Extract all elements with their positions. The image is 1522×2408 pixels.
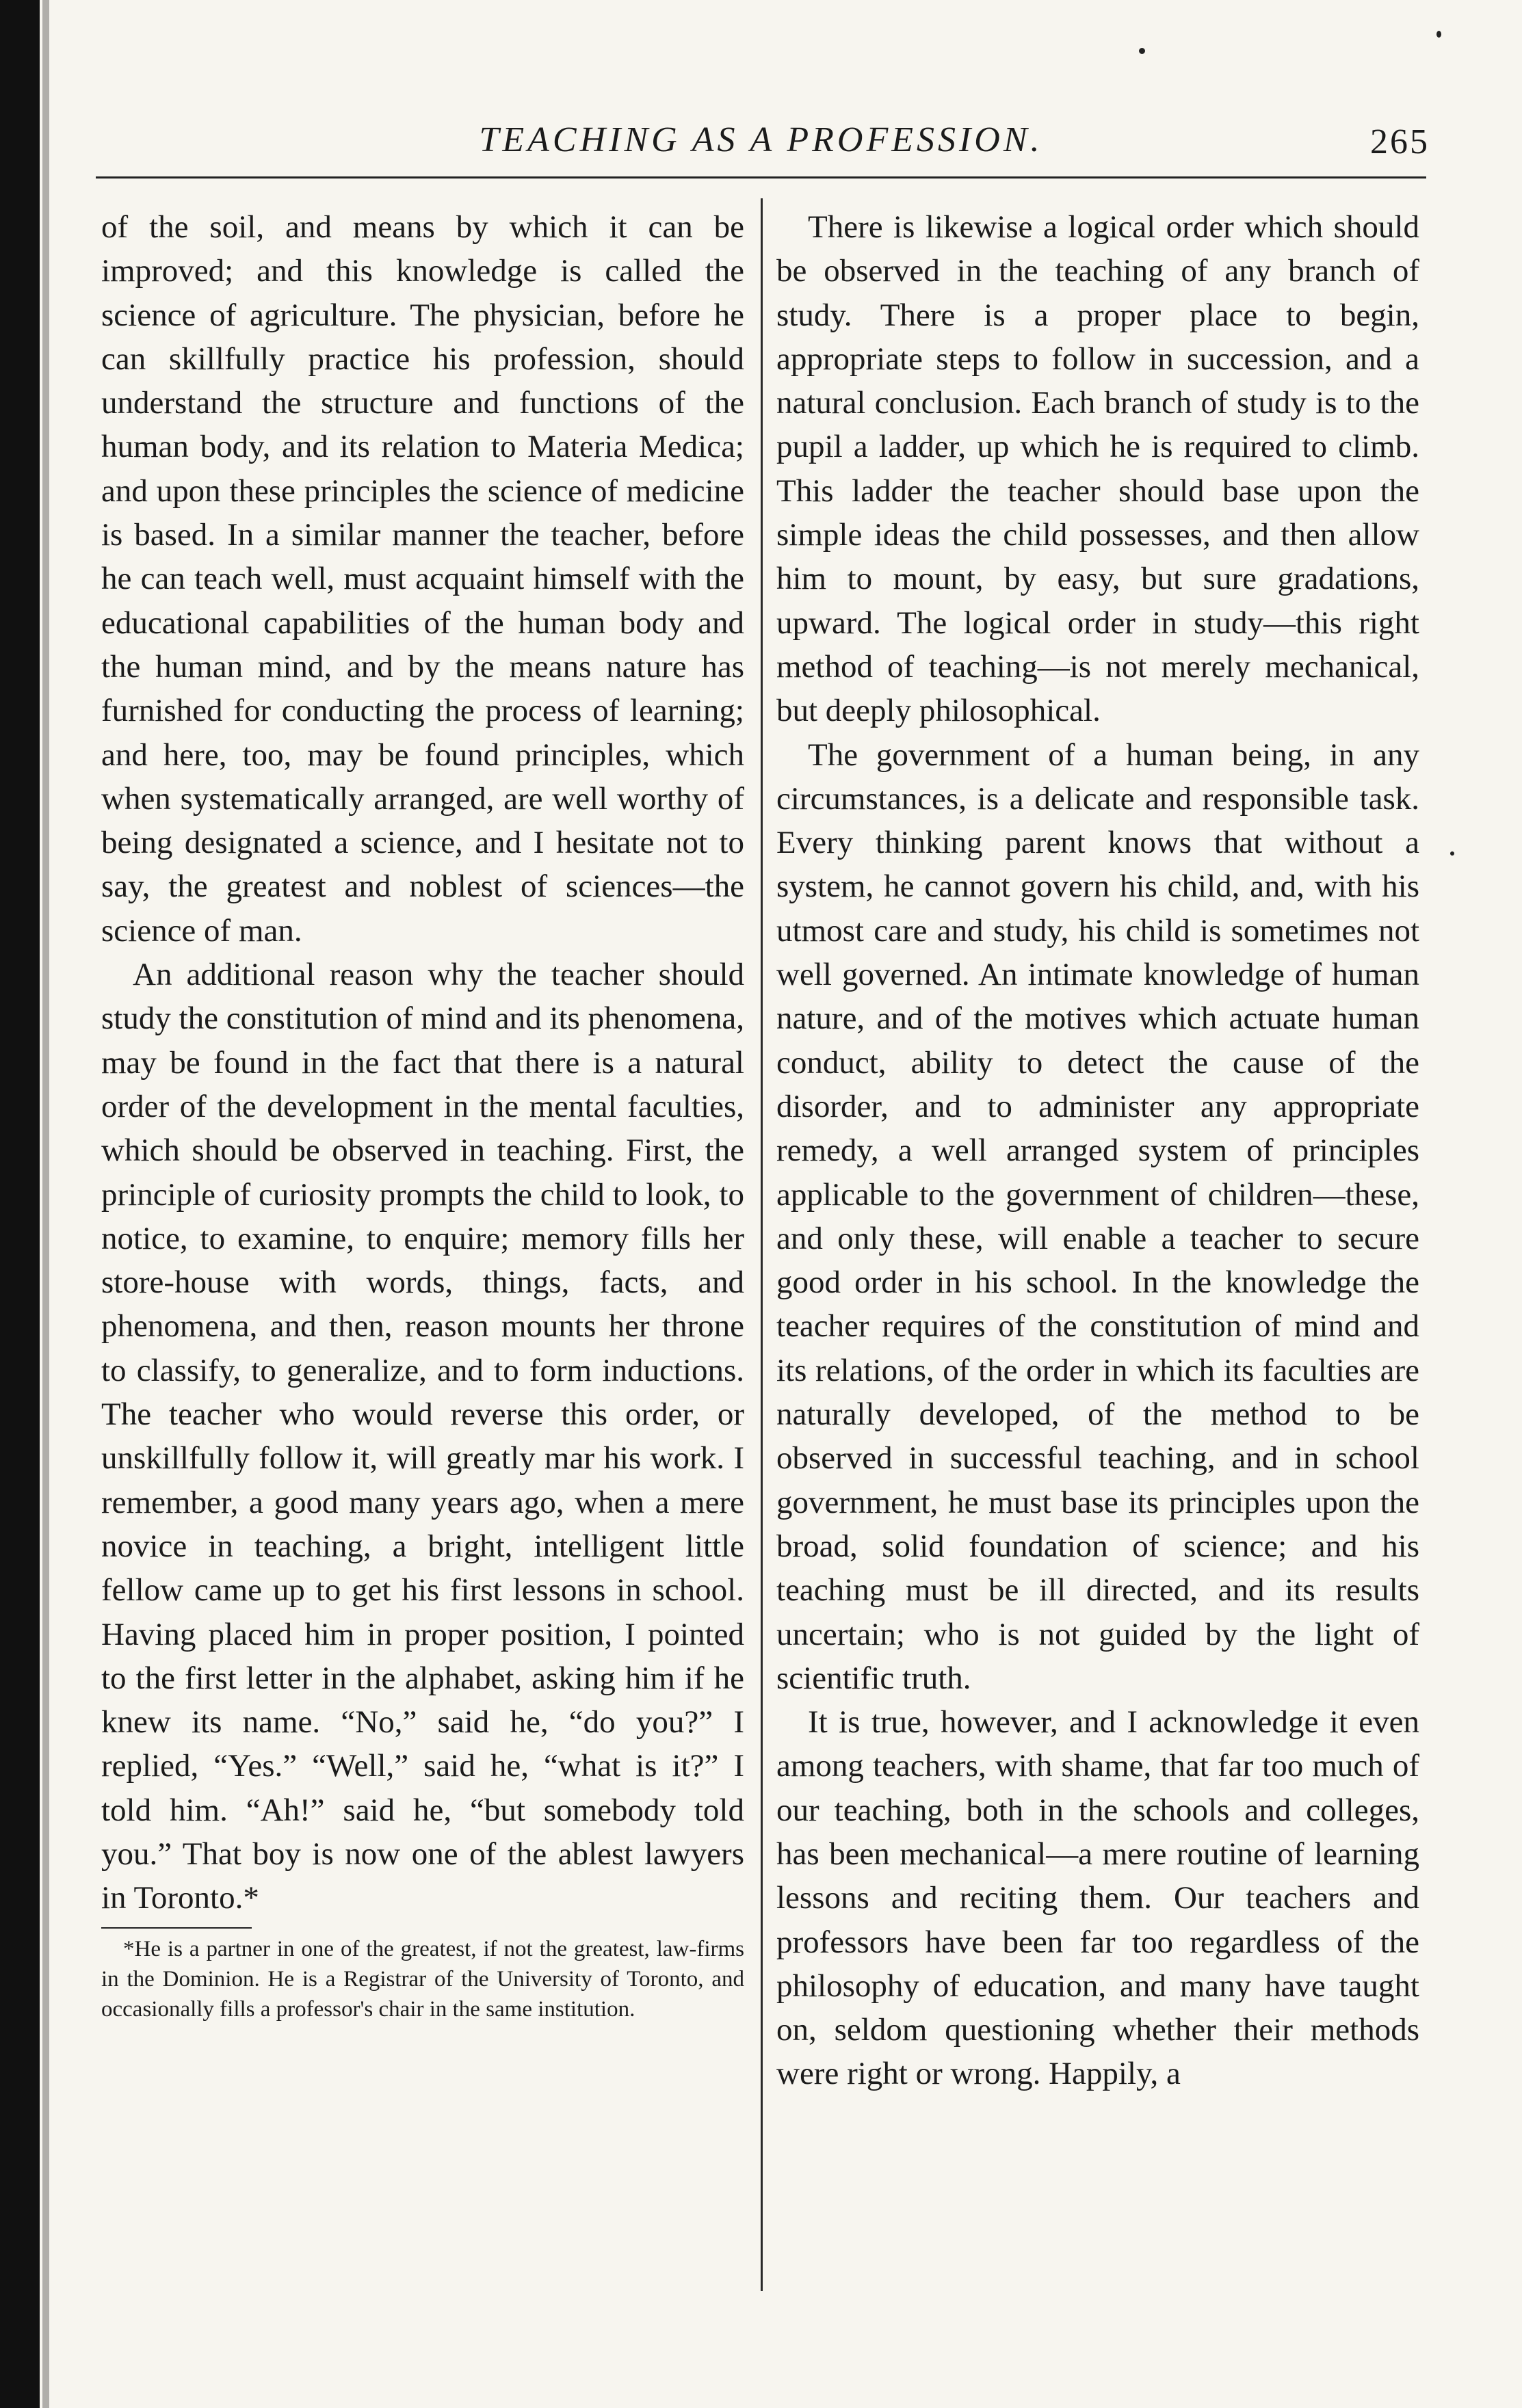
right-column: [776, 205, 1419, 2096]
binding-shadow: [42, 0, 49, 2408]
right-paragraph-3: It is true, however, and I acknowledge it even among teachers, with shame, that far too much of our teaching, both in the schools and colleges, has been mechanical—a mere routine of learning lessons and reciting them. Our teachers and professors have been far too regardless of the philosophy of education, and many have taught on, seldom questioning whether their methods were right or wrong. Happily, a: [776, 1704, 1419, 2092]
page-number: 265: [1370, 122, 1430, 161]
left-column: [101, 205, 744, 2024]
right-paragraph-2: The government of a human being, in any circumstances, is a delicate and responsible task. Every thinking parent knows that without a system, he cannot govern his child, and, with his utmost care and study, his child is sometimes not well governed. An intimate knowledge of human nature, and of the motives which actuate human conduct, ability to detect the cause of the disorder, and to administer any appropriate remedy, a well arranged system of principles applicable to the government of children—these, and only these, will enable a teacher to secure good order in his school. In the knowledge the teacher requires of the constitution of mind and its relations, of the order in which its faculties are naturally developed, of the method to be observed in successful teaching, and in school government, he must base its principles upon the broad, solid foundation of science; and his teaching must be ill directed, and its results uncertain; who is not guided by the light of scientific truth.: [776, 737, 1419, 1696]
ink-speck: [1436, 31, 1441, 38]
ink-speck: [1139, 48, 1145, 54]
footnote-rule: [101, 1927, 252, 1929]
left-paragraph-2: An additional reason why the teacher should study the constitution of mind and its phenomena, may be found in the fact that there is a natural order of the development in the mental faculties, which should be observed in teaching. First, the principle of curiosity prompts the child to look, to notice, to examine, to enquire; memory fills her store-house with words, things, facts, and phenomena, and then, reason mounts her throne to classify, to generalize, and to form inductions. The teacher who would reverse this order, or unskillfully follow it, will greatly mar his work. I remember, a good many years ago, when a mere novice in teaching, a bright, intelligent little fellow came up to get his first lessons in school. Having placed him in proper position, I pointed to the first letter in the alphabet, asking him if he knew its name. “No,” said he, “do you?” I replied, “Yes.” “Well,” said he, “what is it?” I told him. “Ah!” said he, “but somebody told you.” That boy is now one of the ablest lawyers in Toronto.*: [101, 957, 744, 1916]
left-paragraph-1: of the soil, and means by which it can be improved; and this knowledge is called the science of agriculture. The physician, before he can skillfully practice his profession, should understand the structure and functions of the human body, and its relation to Materia Medica; and upon these principles the science of medicine is based. In a similar manner the teacher, before he can teach well, must acquaint himself with the educational capabilities of the human body and the human mind, and by the means nature has furnished for conducting the process of learning; and here, too, may be found principles, which when systematically arranged, are well worthy of being designated a science, and I hesitate not to say, the greatest and noblest of sciences—the science of man.: [101, 209, 744, 949]
column-divider: [761, 198, 763, 2291]
ink-speck: [1450, 851, 1454, 856]
header-rule: [96, 176, 1426, 178]
page-binding-edge: [0, 0, 40, 2408]
running-title: TEACHING AS A PROFESSION.: [479, 120, 1043, 159]
right-paragraph-1: There is likewise a logical order which should be observed in the teaching of any branch of study. There is a proper place to begin, appropriate steps to follow in succession, and a natural conclusion. Each branch of study is to the pupil a ladder, up which he is required to climb. This ladder the teacher should base upon the simple ideas the child possesses, and then allow him to mount, by easy, but sure gradations, upward. The logical order in study—this right method of teaching—is not merely mechanical, but deeply philosophical.: [776, 209, 1419, 729]
footnote: *He is a partner in one of the greatest, if not the greatest, law-firms in the Dominion. He is a Registrar of the University of Toronto, and occasionally fills a professor's chair in the same institution.: [101, 1936, 744, 2022]
